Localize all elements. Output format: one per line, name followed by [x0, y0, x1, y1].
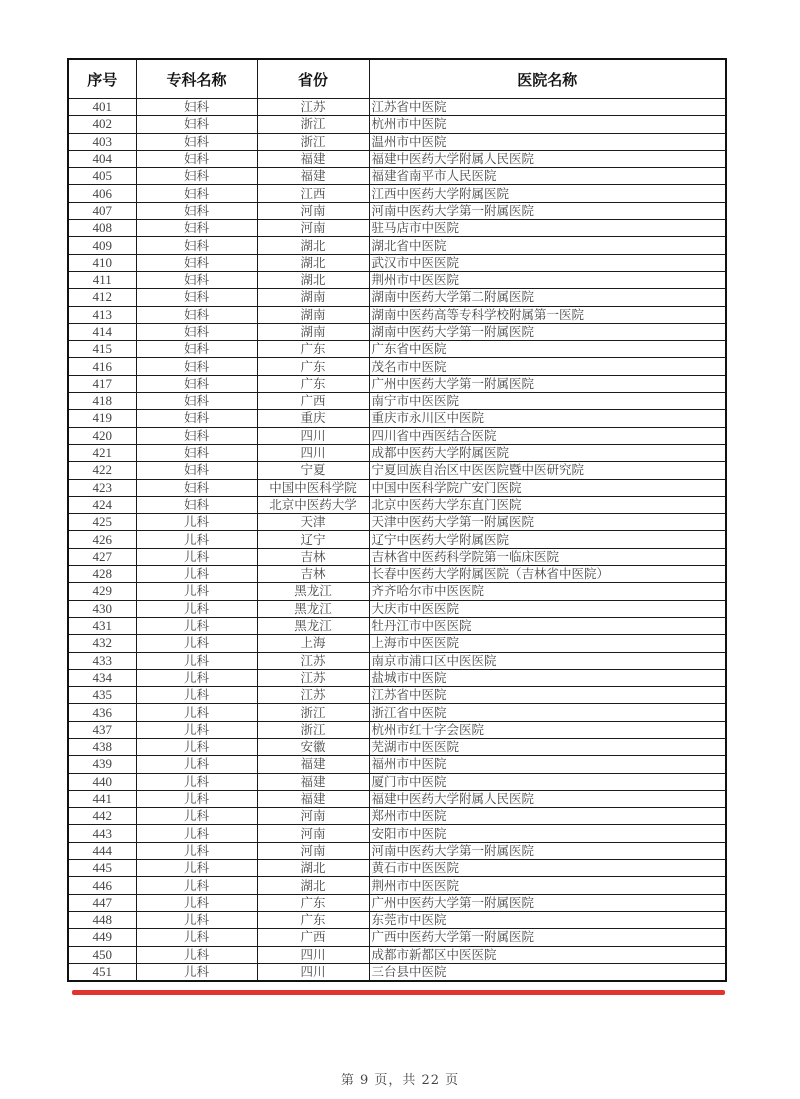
- cell-serial-number: 443: [68, 825, 136, 842]
- cell-hospital-name: 吉林省中医药科学院第一临床医院: [369, 548, 726, 565]
- cell-province: 重庆: [257, 410, 369, 427]
- cell-specialty: 儿科: [136, 531, 257, 548]
- cell-hospital-name: 江苏省中医院: [369, 687, 726, 704]
- table-row: [68, 185, 726, 202]
- cell-province: 福建: [257, 756, 369, 773]
- cell-serial-number: 403: [68, 133, 136, 150]
- cell-specialty: 儿科: [136, 548, 257, 565]
- table-row: [68, 825, 726, 842]
- table-row: [68, 704, 726, 721]
- cell-specialty: 妇科: [136, 358, 257, 375]
- cell-specialty: 妇科: [136, 150, 257, 167]
- cell-serial-number: 445: [68, 860, 136, 877]
- table-row: [68, 531, 726, 548]
- table-row: [68, 444, 726, 461]
- cell-hospital-name: 成都市新都区中医医院: [369, 946, 726, 963]
- cell-hospital-name: 黄石市中医医院: [369, 860, 726, 877]
- cell-specialty: 儿科: [136, 704, 257, 721]
- cell-specialty: 妇科: [136, 341, 257, 358]
- table-row: [68, 306, 726, 323]
- cell-hospital-name: 河南中医药大学第一附属医院: [369, 842, 726, 859]
- cell-serial-number: 430: [68, 600, 136, 617]
- cell-serial-number: 405: [68, 168, 136, 185]
- table-row: [68, 860, 726, 877]
- cell-specialty: 妇科: [136, 254, 257, 271]
- cell-province: 吉林: [257, 548, 369, 565]
- table-row: [68, 790, 726, 807]
- cell-specialty: 妇科: [136, 168, 257, 185]
- cell-serial-number: 411: [68, 271, 136, 288]
- cell-specialty: 妇科: [136, 479, 257, 496]
- cell-hospital-name: 长春中医药大学附属医院（吉林省中医院）: [369, 566, 726, 583]
- cell-specialty: 妇科: [136, 496, 257, 513]
- cell-specialty: 妇科: [136, 185, 257, 202]
- cell-serial-number: 406: [68, 185, 136, 202]
- cell-province: 四川: [257, 427, 369, 444]
- cell-province: 湖北: [257, 877, 369, 894]
- cell-hospital-name: 辽宁中医药大学附属医院: [369, 531, 726, 548]
- table-row: [68, 427, 726, 444]
- cell-serial-number: 436: [68, 704, 136, 721]
- cell-serial-number: 434: [68, 669, 136, 686]
- cell-province: 黑龙江: [257, 617, 369, 634]
- cell-province: 福建: [257, 150, 369, 167]
- cell-specialty: 妇科: [136, 444, 257, 461]
- cell-province: 广西: [257, 929, 369, 946]
- cell-hospital-name: 宁夏回族自治区中医医院暨中医研究院: [369, 462, 726, 479]
- cell-hospital-name: 湖南中医药大学第二附属医院: [369, 289, 726, 306]
- table-row: [68, 220, 726, 237]
- cell-specialty: 妇科: [136, 393, 257, 410]
- table-row: [68, 99, 726, 116]
- cell-specialty: 儿科: [136, 652, 257, 669]
- table-row: [68, 687, 726, 704]
- cell-specialty: 儿科: [136, 756, 257, 773]
- table-row: [68, 652, 726, 669]
- cell-province: 黑龙江: [257, 600, 369, 617]
- cell-province: 中国中医科学院: [257, 479, 369, 496]
- cell-hospital-name: 芜湖市中医医院: [369, 738, 726, 755]
- table-row: [68, 963, 726, 981]
- cell-serial-number: 428: [68, 566, 136, 583]
- cell-province: 宁夏: [257, 462, 369, 479]
- cell-serial-number: 435: [68, 687, 136, 704]
- cell-hospital-name: 江苏省中医院: [369, 99, 726, 116]
- cell-serial-number: 441: [68, 790, 136, 807]
- cell-province: 江苏: [257, 687, 369, 704]
- cell-province: 浙江: [257, 721, 369, 738]
- cell-province: 福建: [257, 773, 369, 790]
- red-highlight-line: [72, 990, 725, 995]
- cell-hospital-name: 厦门市中医院: [369, 773, 726, 790]
- cell-hospital-name: 南京市浦口区中医医院: [369, 652, 726, 669]
- header-specialty: 专科名称: [136, 59, 257, 99]
- table-row: [68, 721, 726, 738]
- cell-hospital-name: 齐齐哈尔市中医医院: [369, 583, 726, 600]
- cell-specialty: 儿科: [136, 669, 257, 686]
- cell-province: 浙江: [257, 133, 369, 150]
- cell-hospital-name: 江西中医药大学附属医院: [369, 185, 726, 202]
- cell-hospital-name: 成都中医药大学附属医院: [369, 444, 726, 461]
- cell-serial-number: 449: [68, 929, 136, 946]
- cell-specialty: 妇科: [136, 462, 257, 479]
- cell-specialty: 儿科: [136, 808, 257, 825]
- table-row: [68, 150, 726, 167]
- cell-hospital-name: 荆州市中医医院: [369, 271, 726, 288]
- cell-specialty: 儿科: [136, 877, 257, 894]
- table-row: [68, 548, 726, 565]
- table-row: [68, 116, 726, 133]
- cell-serial-number: 409: [68, 237, 136, 254]
- cell-specialty: 妇科: [136, 323, 257, 340]
- cell-province: 安徽: [257, 738, 369, 755]
- cell-hospital-name: 浙江省中医院: [369, 704, 726, 721]
- cell-serial-number: 438: [68, 738, 136, 755]
- cell-hospital-name: 福建省南平市人民医院: [369, 168, 726, 185]
- cell-serial-number: 442: [68, 808, 136, 825]
- cell-hospital-name: 广州中医药大学第一附属医院: [369, 375, 726, 392]
- cell-hospital-name: 荆州市中医医院: [369, 877, 726, 894]
- cell-hospital-name: 广东省中医院: [369, 341, 726, 358]
- cell-hospital-name: 湖南中医药高等专科学校附属第一医院: [369, 306, 726, 323]
- cell-province: 江苏: [257, 99, 369, 116]
- cell-hospital-name: 杭州市红十字会医院: [369, 721, 726, 738]
- table-row: [68, 133, 726, 150]
- cell-province: 北京中医药大学: [257, 496, 369, 513]
- cell-province: 四川: [257, 444, 369, 461]
- cell-province: 江西: [257, 185, 369, 202]
- cell-hospital-name: 北京中医药大学东直门医院: [369, 496, 726, 513]
- cell-specialty: 儿科: [136, 929, 257, 946]
- table-row: [68, 617, 726, 634]
- table-row: [68, 566, 726, 583]
- cell-specialty: 妇科: [136, 220, 257, 237]
- table-row: [68, 168, 726, 185]
- cell-specialty: 儿科: [136, 773, 257, 790]
- cell-province: 福建: [257, 790, 369, 807]
- cell-hospital-name: 东莞市中医院: [369, 911, 726, 928]
- table-row: [68, 738, 726, 755]
- table-row: [68, 462, 726, 479]
- cell-province: 湖南: [257, 306, 369, 323]
- cell-hospital-name: 牡丹江市中医医院: [369, 617, 726, 634]
- cell-specialty: 妇科: [136, 237, 257, 254]
- cell-hospital-name: 湖北省中医院: [369, 237, 726, 254]
- cell-specialty: 妇科: [136, 116, 257, 133]
- cell-specialty: 儿科: [136, 635, 257, 652]
- cell-hospital-name: 河南中医药大学第一附属医院: [369, 202, 726, 219]
- cell-serial-number: 448: [68, 911, 136, 928]
- cell-province: 黑龙江: [257, 583, 369, 600]
- cell-specialty: 儿科: [136, 911, 257, 928]
- cell-specialty: 儿科: [136, 842, 257, 859]
- cell-hospital-name: 福建中医药大学附属人民医院: [369, 150, 726, 167]
- cell-province: 福建: [257, 168, 369, 185]
- cell-serial-number: 444: [68, 842, 136, 859]
- table-row: [68, 583, 726, 600]
- table-row: [68, 911, 726, 928]
- table-row: [68, 375, 726, 392]
- cell-hospital-name: 安阳市中医院: [369, 825, 726, 842]
- cell-serial-number: 414: [68, 323, 136, 340]
- cell-hospital-name: 三台县中医院: [369, 963, 726, 981]
- cell-serial-number: 429: [68, 583, 136, 600]
- cell-hospital-name: 重庆市永川区中医院: [369, 410, 726, 427]
- cell-serial-number: 433: [68, 652, 136, 669]
- table-row: [68, 808, 726, 825]
- cell-specialty: 妇科: [136, 202, 257, 219]
- cell-serial-number: 424: [68, 496, 136, 513]
- cell-province: 四川: [257, 963, 369, 981]
- table-row: [68, 479, 726, 496]
- cell-province: 湖北: [257, 254, 369, 271]
- cell-province: 广东: [257, 341, 369, 358]
- cell-hospital-name: 广州中医药大学第一附属医院: [369, 894, 726, 911]
- cell-hospital-name: 福州市中医院: [369, 756, 726, 773]
- cell-province: 河南: [257, 808, 369, 825]
- page-number-footer: 第 9 页，共 22 页: [340, 1073, 460, 1088]
- cell-province: 湖北: [257, 237, 369, 254]
- cell-province: 湖南: [257, 289, 369, 306]
- cell-province: 河南: [257, 825, 369, 842]
- cell-serial-number: 416: [68, 358, 136, 375]
- cell-serial-number: 413: [68, 306, 136, 323]
- cell-specialty: 儿科: [136, 963, 257, 981]
- cell-serial-number: 427: [68, 548, 136, 565]
- cell-province: 辽宁: [257, 531, 369, 548]
- table-row: [68, 773, 726, 790]
- cell-hospital-name: 南宁市中医医院: [369, 393, 726, 410]
- cell-serial-number: 432: [68, 635, 136, 652]
- table-row: [68, 341, 726, 358]
- table-row: [68, 929, 726, 946]
- cell-province: 广东: [257, 894, 369, 911]
- cell-hospital-name: 大庆市中医医院: [369, 600, 726, 617]
- cell-serial-number: 425: [68, 514, 136, 531]
- cell-serial-number: 423: [68, 479, 136, 496]
- cell-specialty: 儿科: [136, 617, 257, 634]
- cell-serial-number: 401: [68, 99, 136, 116]
- table-row: [68, 254, 726, 271]
- cell-serial-number: 450: [68, 946, 136, 963]
- cell-serial-number: 419: [68, 410, 136, 427]
- header-hospital-name: 医院名称: [369, 59, 726, 99]
- cell-province: 吉林: [257, 566, 369, 583]
- cell-province: 天津: [257, 514, 369, 531]
- cell-specialty: 妇科: [136, 289, 257, 306]
- table-header-row: [68, 59, 726, 99]
- table-row: [68, 323, 726, 340]
- table-row: [68, 514, 726, 531]
- cell-serial-number: 402: [68, 116, 136, 133]
- cell-specialty: 儿科: [136, 946, 257, 963]
- cell-specialty: 儿科: [136, 600, 257, 617]
- cell-hospital-name: 中国中医科学院广安门医院: [369, 479, 726, 496]
- cell-hospital-name: 茂名市中医院: [369, 358, 726, 375]
- table-row: [68, 393, 726, 410]
- cell-province: 河南: [257, 202, 369, 219]
- cell-province: 广东: [257, 375, 369, 392]
- cell-serial-number: 420: [68, 427, 136, 444]
- cell-specialty: 儿科: [136, 514, 257, 531]
- cell-serial-number: 412: [68, 289, 136, 306]
- cell-specialty: 妇科: [136, 271, 257, 288]
- cell-specialty: 儿科: [136, 860, 257, 877]
- cell-serial-number: 410: [68, 254, 136, 271]
- cell-province: 江苏: [257, 652, 369, 669]
- cell-specialty: 妇科: [136, 133, 257, 150]
- cell-serial-number: 426: [68, 531, 136, 548]
- cell-specialty: 儿科: [136, 721, 257, 738]
- cell-serial-number: 431: [68, 617, 136, 634]
- cell-province: 上海: [257, 635, 369, 652]
- cell-serial-number: 437: [68, 721, 136, 738]
- cell-province: 广东: [257, 358, 369, 375]
- cell-province: 浙江: [257, 704, 369, 721]
- cell-specialty: 儿科: [136, 825, 257, 842]
- cell-specialty: 儿科: [136, 566, 257, 583]
- cell-province: 江苏: [257, 669, 369, 686]
- table-row: [68, 894, 726, 911]
- cell-hospital-name: 上海市中医医院: [369, 635, 726, 652]
- cell-hospital-name: 广西中医药大学第一附属医院: [369, 929, 726, 946]
- cell-province: 湖北: [257, 860, 369, 877]
- table-row: [68, 877, 726, 894]
- cell-serial-number: 415: [68, 341, 136, 358]
- cell-specialty: 儿科: [136, 790, 257, 807]
- cell-specialty: 儿科: [136, 738, 257, 755]
- cell-province: 河南: [257, 220, 369, 237]
- cell-serial-number: 447: [68, 894, 136, 911]
- table-row: [68, 289, 726, 306]
- cell-hospital-name: 郑州市中医院: [369, 808, 726, 825]
- cell-serial-number: 417: [68, 375, 136, 392]
- cell-serial-number: 446: [68, 877, 136, 894]
- header-serial-number: 序号: [68, 59, 136, 99]
- cell-province: 湖南: [257, 323, 369, 340]
- table-row: [68, 669, 726, 686]
- cell-province: 广西: [257, 393, 369, 410]
- table-body: [68, 99, 726, 982]
- cell-specialty: 妇科: [136, 410, 257, 427]
- cell-serial-number: 418: [68, 393, 136, 410]
- cell-serial-number: 407: [68, 202, 136, 219]
- cell-province: 浙江: [257, 116, 369, 133]
- cell-serial-number: 440: [68, 773, 136, 790]
- cell-serial-number: 404: [68, 150, 136, 167]
- cell-specialty: 儿科: [136, 583, 257, 600]
- table-row: [68, 410, 726, 427]
- cell-hospital-name: 盐城市中医院: [369, 669, 726, 686]
- cell-hospital-name: 福建中医药大学附属人民医院: [369, 790, 726, 807]
- table-row: [68, 237, 726, 254]
- cell-province: 四川: [257, 946, 369, 963]
- table-row: [68, 635, 726, 652]
- cell-serial-number: 421: [68, 444, 136, 461]
- table-row: [68, 496, 726, 513]
- cell-hospital-name: 天津中医药大学第一附属医院: [369, 514, 726, 531]
- table-row: [68, 600, 726, 617]
- cell-serial-number: 439: [68, 756, 136, 773]
- cell-province: 河南: [257, 842, 369, 859]
- cell-province: 广东: [257, 911, 369, 928]
- cell-specialty: 儿科: [136, 894, 257, 911]
- cell-province: 湖北: [257, 271, 369, 288]
- table-row: [68, 358, 726, 375]
- cell-specialty: 妇科: [136, 306, 257, 323]
- cell-hospital-name: 四川省中西医结合医院: [369, 427, 726, 444]
- table-row: [68, 202, 726, 219]
- hospital-table: [67, 58, 727, 982]
- table-row: [68, 756, 726, 773]
- cell-serial-number: 451: [68, 963, 136, 981]
- cell-serial-number: 408: [68, 220, 136, 237]
- header-province: 省份: [257, 59, 369, 99]
- cell-hospital-name: 驻马店市中医院: [369, 220, 726, 237]
- table-row: [68, 946, 726, 963]
- table-row: [68, 842, 726, 859]
- cell-hospital-name: 温州市中医院: [369, 133, 726, 150]
- cell-specialty: 妇科: [136, 375, 257, 392]
- cell-hospital-name: 杭州市中医院: [369, 116, 726, 133]
- table-row: [68, 271, 726, 288]
- cell-hospital-name: 湖南中医药大学第一附属医院: [369, 323, 726, 340]
- cell-serial-number: 422: [68, 462, 136, 479]
- cell-hospital-name: 武汉市中医医院: [369, 254, 726, 271]
- cell-specialty: 妇科: [136, 99, 257, 116]
- cell-specialty: 儿科: [136, 687, 257, 704]
- cell-specialty: 妇科: [136, 427, 257, 444]
